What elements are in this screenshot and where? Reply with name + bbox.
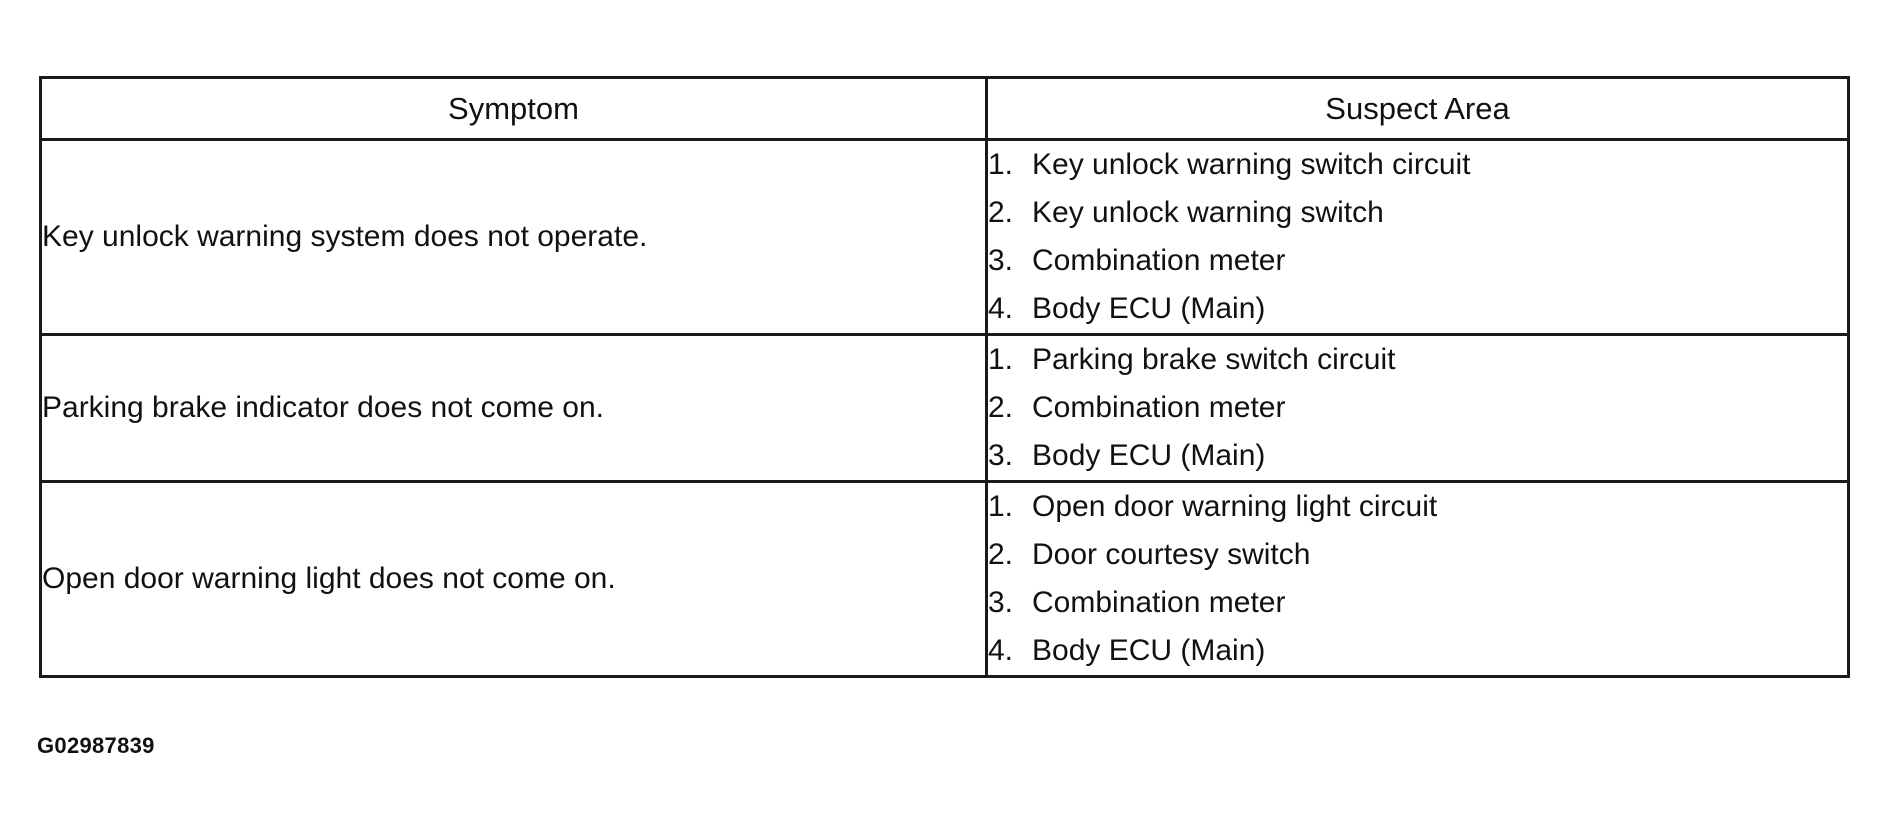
list-item-number: 1. <box>988 343 1014 376</box>
list-item-number: 3. <box>988 244 1014 277</box>
list-item <box>988 285 1847 333</box>
symptom-suspect-table <box>39 76 1850 678</box>
suspect-area-list <box>988 336 1847 480</box>
symptom-cell: Parking brake indicator does not come on. <box>41 335 987 482</box>
symptom-cell: Open door warning light does not come on. <box>41 482 987 677</box>
table-header-row <box>41 78 1849 140</box>
suspect-area-list <box>988 483 1847 675</box>
suspect-area-cell <box>987 335 1849 482</box>
list-item-number: 2. <box>988 391 1014 424</box>
suspect-area-cell <box>987 482 1849 677</box>
list-item <box>988 237 1847 285</box>
table-row <box>41 335 1849 482</box>
list-item-text: Key unlock warning switch <box>1032 196 1384 229</box>
list-item-number: 3. <box>988 439 1014 472</box>
list-item-text: Combination meter <box>1032 244 1286 277</box>
list-item-number: 3. <box>988 586 1014 619</box>
list-item-text: Parking brake switch circuit <box>1032 343 1396 376</box>
table-row <box>41 482 1849 677</box>
suspect-area-column-header: Suspect Area <box>987 78 1849 140</box>
list-item <box>988 579 1847 627</box>
list-item-text: Body ECU (Main) <box>1032 292 1266 325</box>
list-item <box>988 189 1847 237</box>
list-item <box>988 336 1847 384</box>
list-item <box>988 141 1847 189</box>
symptom-column-header: Symptom <box>41 78 987 140</box>
list-item-text: Combination meter <box>1032 586 1286 619</box>
list-item-number: 2. <box>988 196 1014 229</box>
figure-id-label: G02987839 <box>37 733 155 758</box>
suspect-area-list <box>988 141 1847 333</box>
list-item <box>988 384 1847 432</box>
list-item-number: 2. <box>988 538 1014 571</box>
list-item <box>988 483 1847 531</box>
list-item-text: Key unlock warning switch circuit <box>1032 148 1471 181</box>
list-item-text: Open door warning light circuit <box>1032 490 1438 523</box>
diagnostic-table-container <box>39 76 1847 678</box>
list-item-number: 1. <box>988 490 1014 523</box>
table-row <box>41 140 1849 335</box>
list-item <box>988 531 1847 579</box>
list-item-number: 1. <box>988 148 1014 181</box>
list-item-text: Door courtesy switch <box>1032 538 1311 571</box>
list-item-text: Combination meter <box>1032 391 1286 424</box>
list-item-text: Body ECU (Main) <box>1032 439 1266 472</box>
symptom-cell: Key unlock warning system does not operate. <box>41 140 987 335</box>
list-item-number: 4. <box>988 292 1014 325</box>
list-item <box>988 627 1847 675</box>
list-item <box>988 432 1847 480</box>
list-item-text: Body ECU (Main) <box>1032 634 1266 667</box>
list-item-number: 4. <box>988 634 1014 667</box>
suspect-area-cell <box>987 140 1849 335</box>
